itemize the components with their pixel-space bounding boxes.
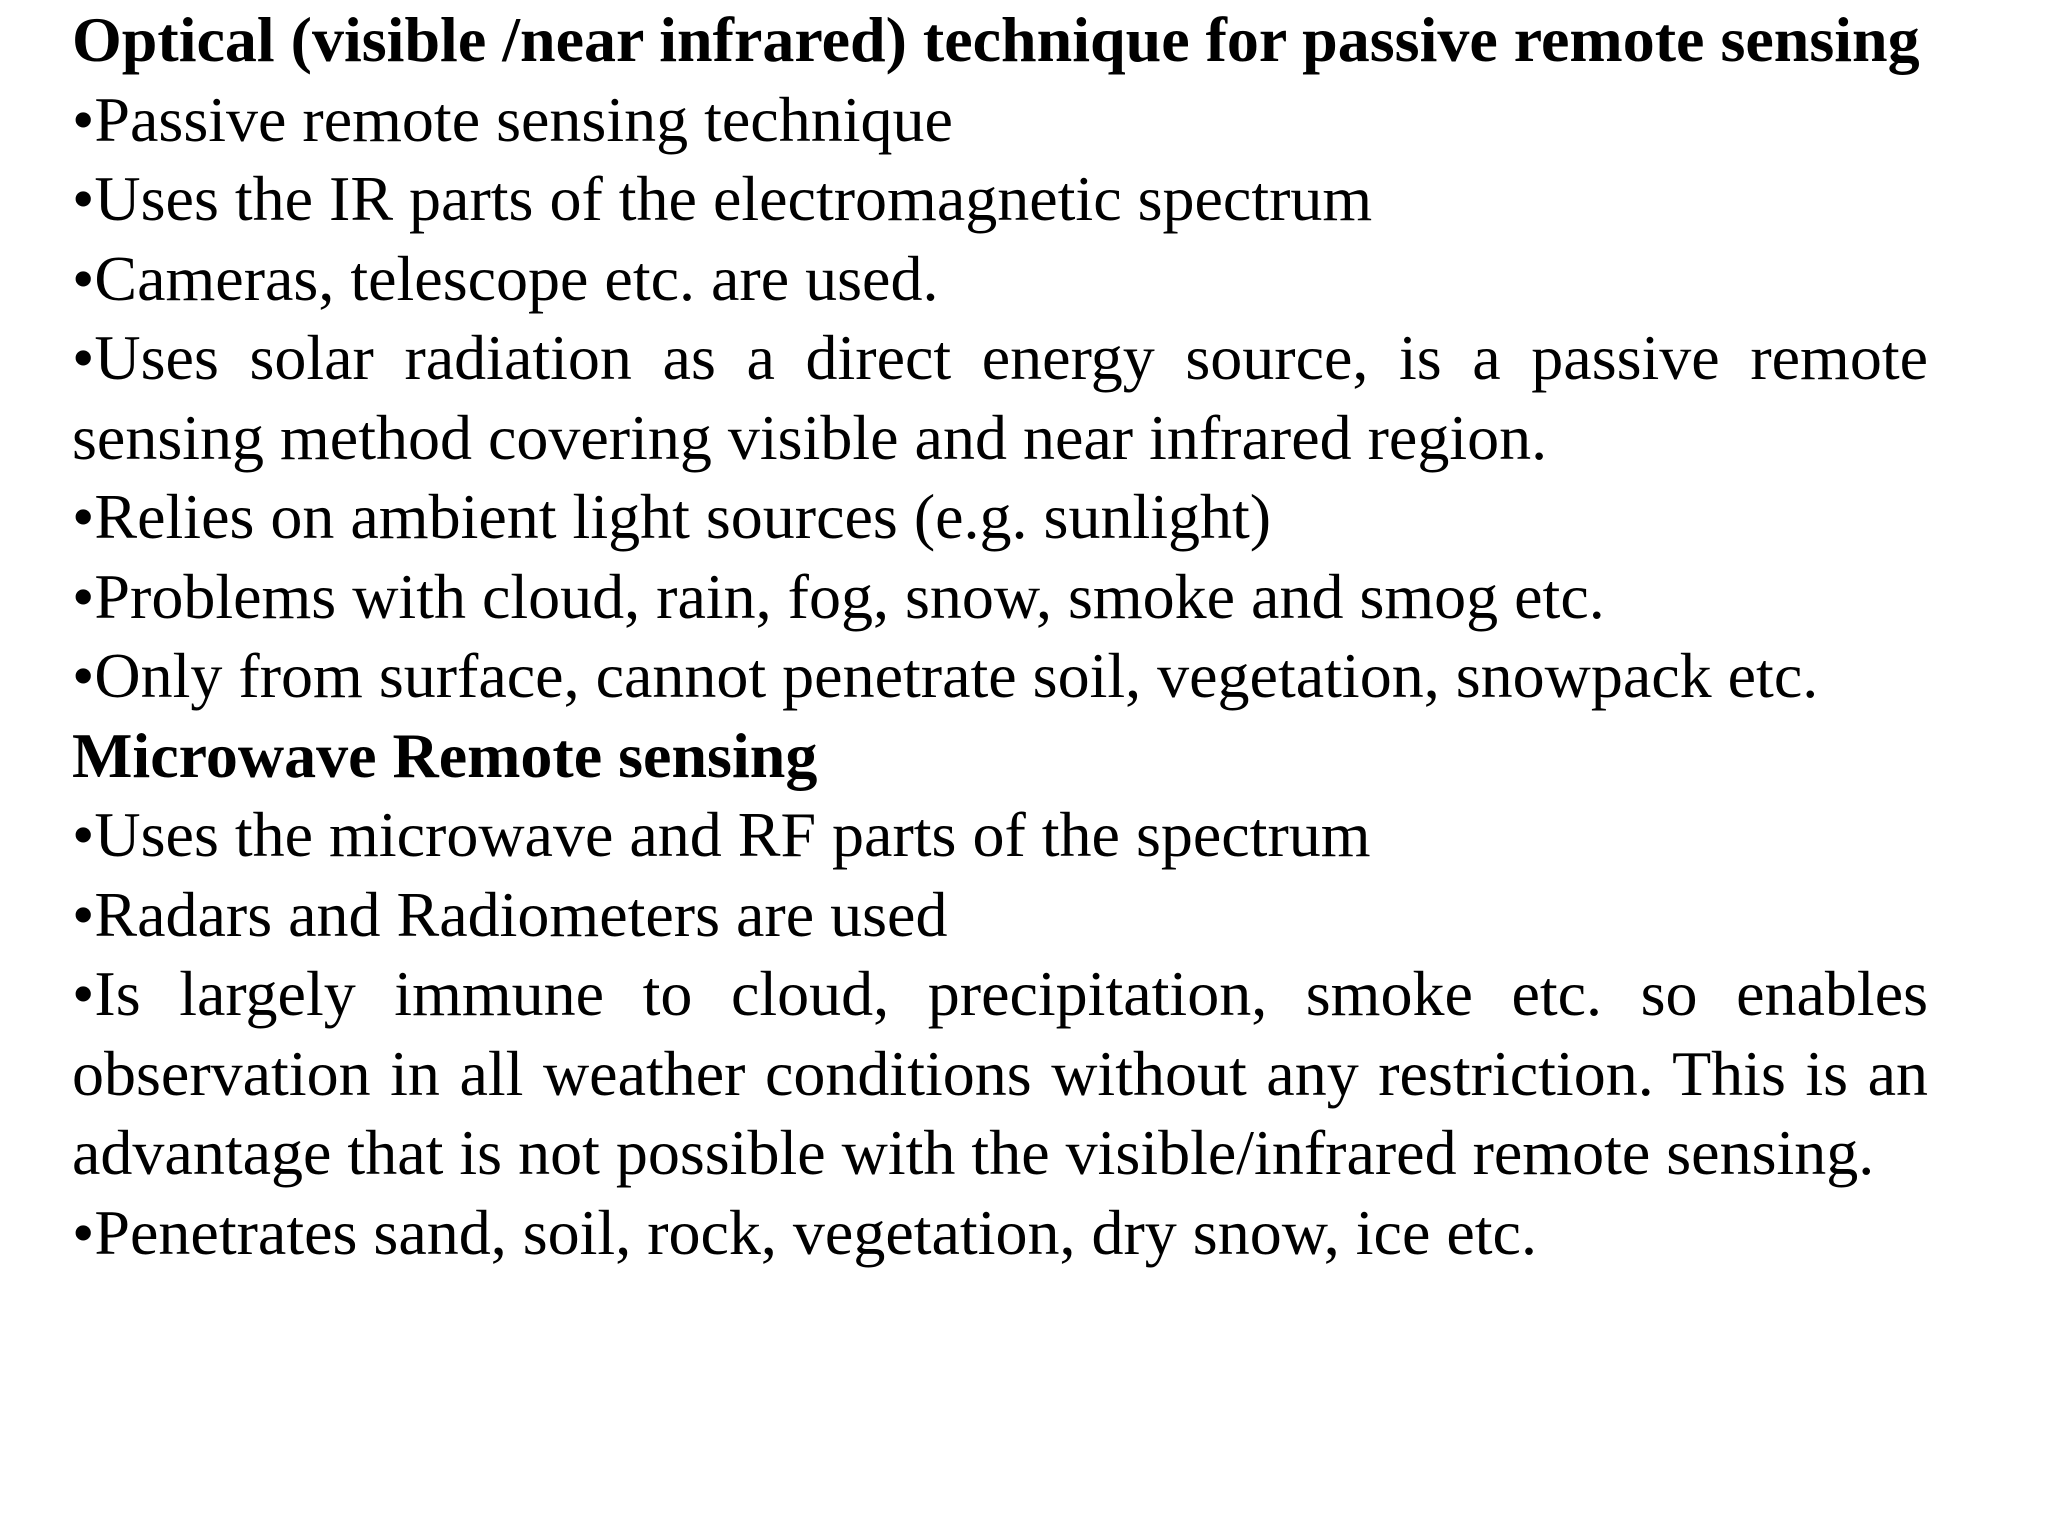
bullet-text: Problems with cloud, rain, fog, snow, smoke and smog etc.: [94, 560, 1605, 632]
bullet-item: [72, 954, 1928, 1193]
bullet-text: Uses the microwave and RF parts of the spectrum: [94, 799, 1371, 870]
bullet-text: Uses the IR parts of the electromagnetic spectrum: [94, 163, 1373, 234]
section-heading-optical: Optical (visible /near infrared) technique for passive remote sensing: [72, 4, 1920, 75]
bullet-icon: •: [72, 799, 95, 870]
bullet-icon: •: [72, 481, 95, 552]
bullet-text: Relies on ambient light sources (e.g. sunlight): [94, 481, 1272, 552]
bullet-item: [72, 159, 1928, 239]
bullet-text: Only from surface, cannot penetrate soil, vegetation, snowpack etc.: [94, 640, 1819, 711]
bullet-icon: •: [72, 163, 95, 234]
bullet-item: [72, 875, 1928, 955]
bullet-item: [72, 318, 1928, 477]
bullet-item: [72, 80, 1928, 160]
bullet-item: [72, 795, 1928, 875]
bullet-icon: •: [72, 958, 95, 1029]
bullet-text: Uses solar radiation as a direct energy source, is a passive remote sensing method covering visible and near infrared region.: [72, 322, 1928, 473]
bullet-icon: •: [72, 560, 95, 632]
bullet-icon: •: [72, 1196, 95, 1268]
bullet-item: [72, 557, 1928, 637]
bullet-text: Cameras, telescope etc. are used.: [94, 242, 939, 314]
bullet-icon: •: [72, 83, 95, 155]
bullet-icon: •: [72, 322, 95, 393]
section-heading-microwave: Microwave Remote sensing: [72, 719, 818, 791]
bullet-text: Radars and Radiometers are used: [94, 878, 948, 950]
bullet-icon: •: [72, 640, 95, 711]
bullet-item: [72, 239, 1928, 319]
document-page: [72, 0, 1928, 1272]
bullet-text: Is largely immune to cloud, precipitation, smoke etc. so enables observation in all weather conditions without any restriction. This is an advantage that is not possible with the visible/infrared remote sensing.: [72, 958, 1928, 1188]
bullet-item: [72, 477, 1928, 557]
bullet-text: Penetrates sand, soil, rock, vegetation, dry snow, ice etc.: [94, 1196, 1537, 1268]
bullet-item: [72, 1193, 1928, 1273]
bullet-text: Passive remote sensing technique: [94, 83, 953, 155]
bullet-icon: •: [72, 242, 95, 314]
bullet-item: [72, 636, 1928, 716]
bullet-icon: •: [72, 878, 95, 950]
